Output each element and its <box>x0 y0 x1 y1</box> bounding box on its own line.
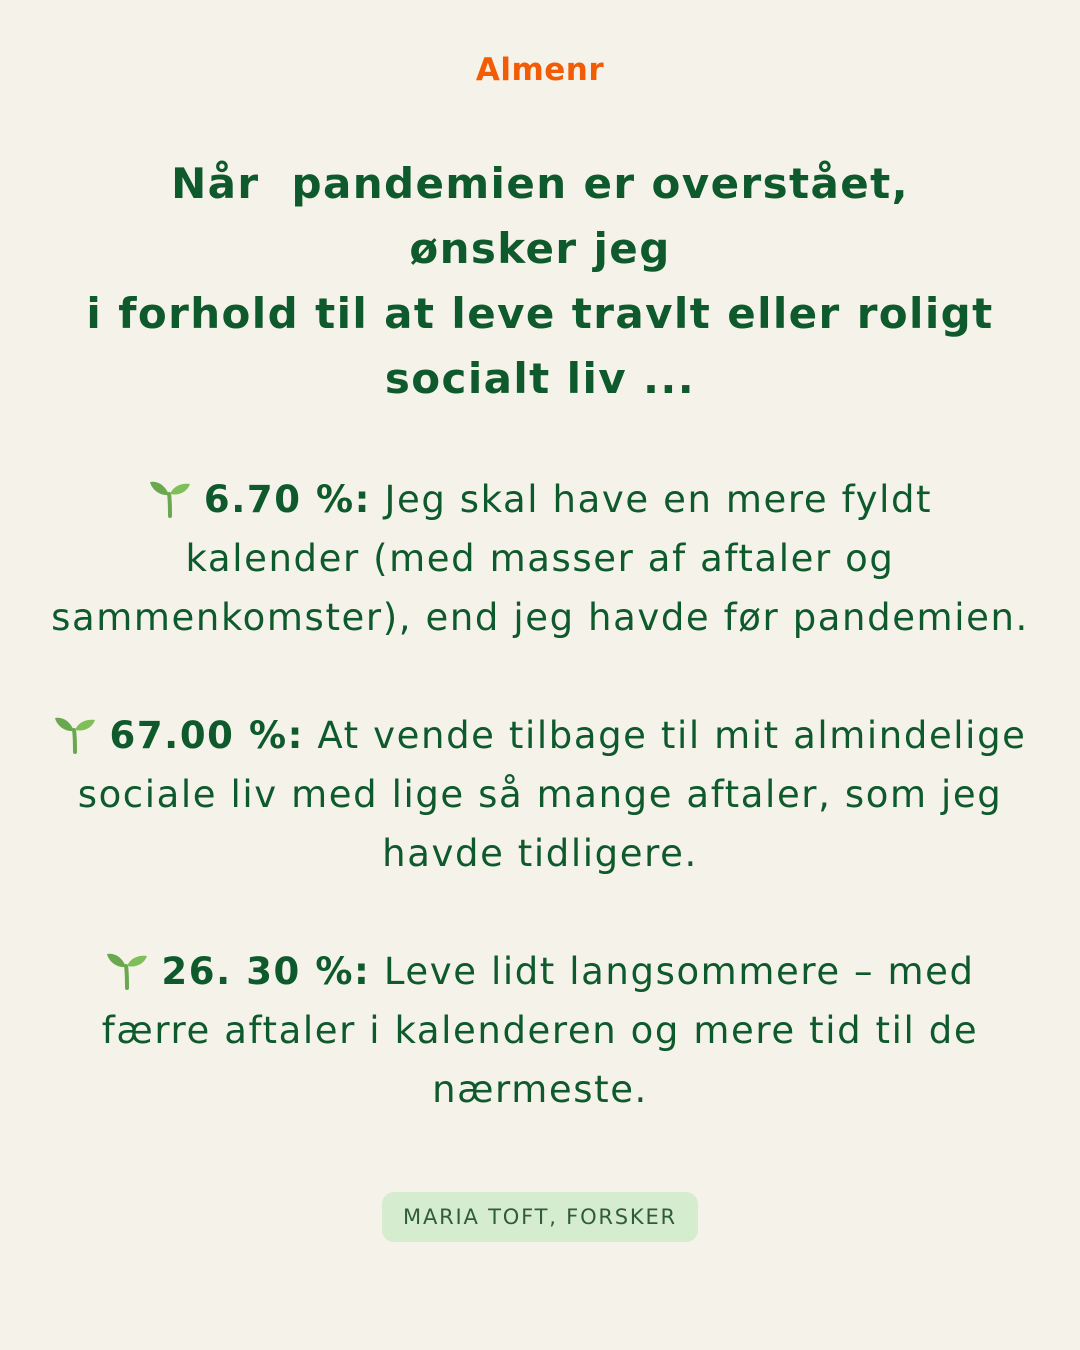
answer-text: Leve lidt langsommere – med <box>370 950 975 993</box>
brand-logo: Almenr <box>475 52 605 88</box>
answer-text: færre aftaler i kalenderen og mere tid til de <box>101 1009 979 1052</box>
answer-item <box>0 942 1080 1119</box>
headline-line: Når pandemien er overstået, <box>171 159 909 208</box>
answer-percent: 6.70 %: <box>203 478 372 521</box>
sprout-icon <box>53 712 97 754</box>
answer-text: havde tidligere. <box>382 832 698 875</box>
answer-first-line <box>0 942 1080 1001</box>
answer-percent: 67.00 %: <box>109 714 305 757</box>
byline-badge: MARIA TOFT, FORSKER <box>382 1192 698 1242</box>
headline-line: socialt liv ... <box>384 354 696 403</box>
answer-text: Jeg skal have en mere fyldt <box>371 478 933 521</box>
answer-text: At vende tilbage til mit almindelige <box>304 714 1027 757</box>
answer-first-line <box>0 470 1080 529</box>
answer-text: nærmeste. <box>432 1068 648 1111</box>
answer-text: kalender (med masser af aftaler og <box>185 537 895 580</box>
answer-item <box>0 706 1080 883</box>
headline <box>0 151 1080 411</box>
answer-first-line <box>0 706 1080 765</box>
headline-line: i forhold til at leve travlt eller roligt <box>86 289 994 338</box>
sprout-icon <box>148 476 192 518</box>
answer-text: sammenkomster), end jeg havde før pandemien. <box>51 596 1029 639</box>
answer-percent: 26. 30 %: <box>161 950 371 993</box>
headline-line: ønsker jeg <box>409 224 671 273</box>
answer-text: sociale liv med lige så mange aftaler, som jeg <box>77 773 1003 816</box>
sprout-icon <box>105 948 149 990</box>
answer-item <box>0 470 1080 647</box>
